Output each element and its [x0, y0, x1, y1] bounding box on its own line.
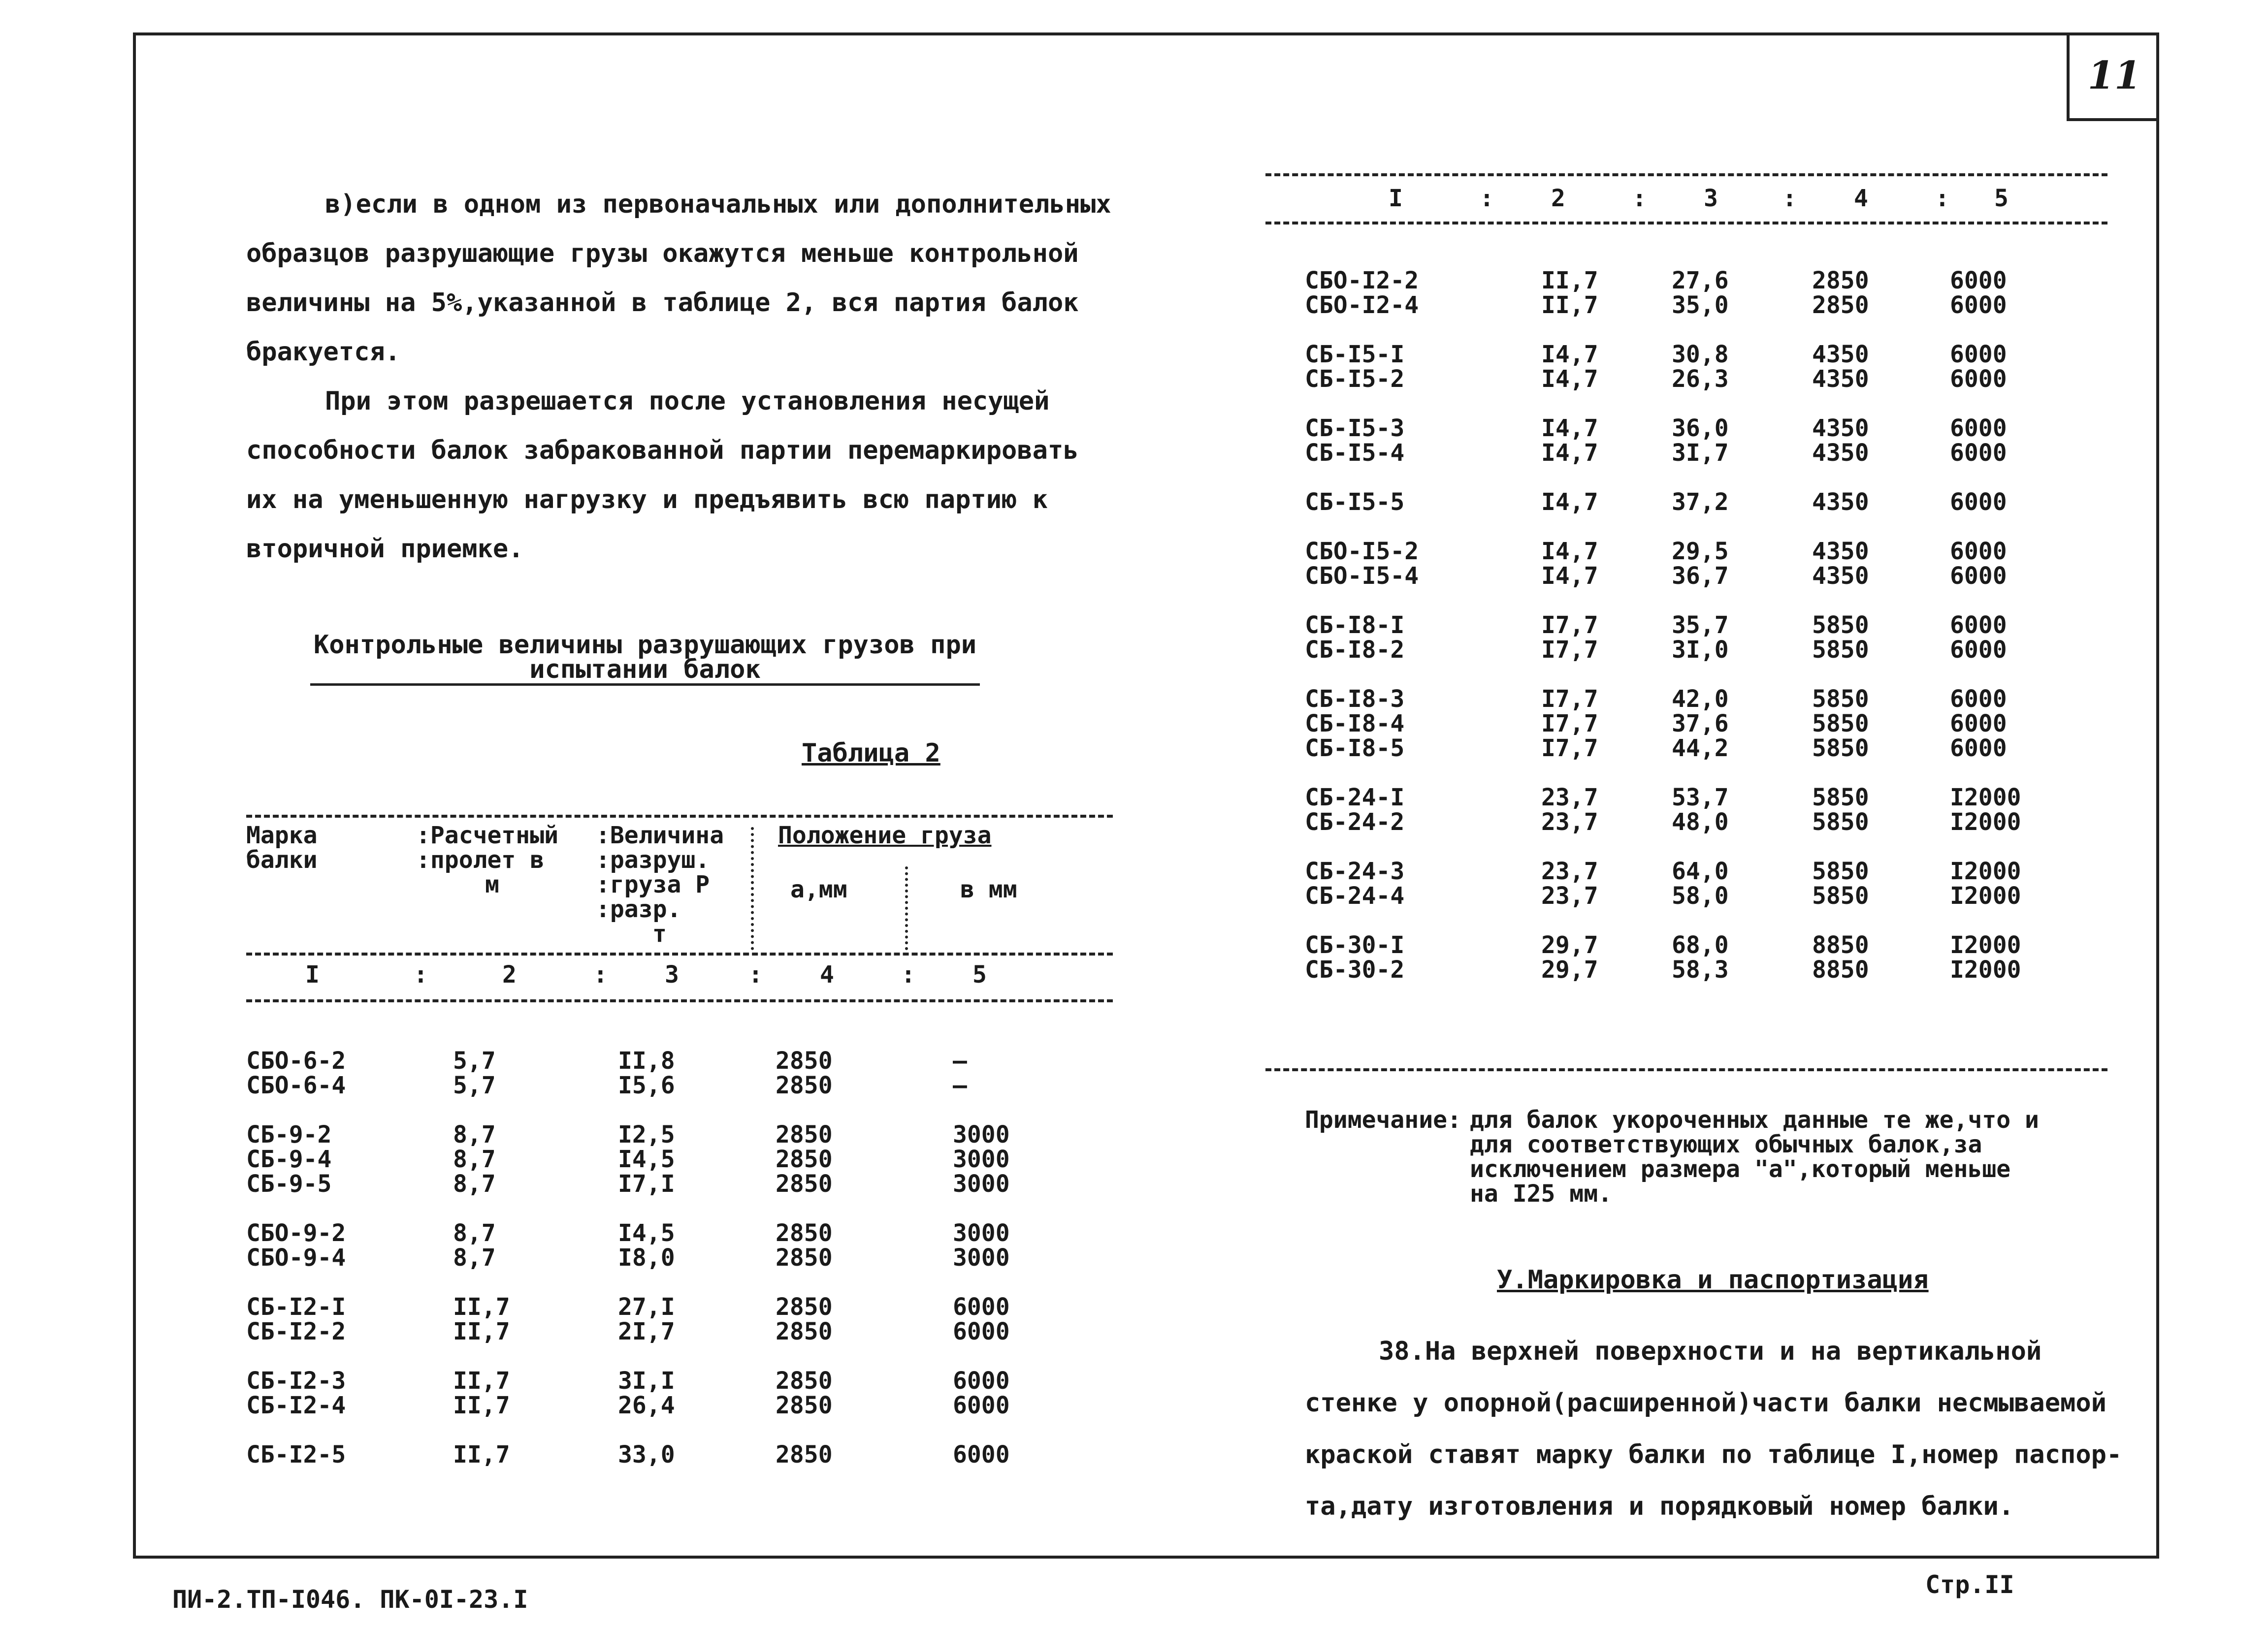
- right-table-cell: I7,7: [1541, 636, 1598, 664]
- header-col3-line1: :Величина: [596, 822, 724, 849]
- header-col3-line4: :разр.: [596, 895, 681, 923]
- table2-cell: II,8: [618, 1047, 675, 1075]
- table2-cell: 8,7: [453, 1170, 496, 1198]
- table2-cell: 8,7: [453, 1146, 496, 1173]
- right-table-cell: I2000: [1950, 931, 2021, 959]
- table2-cell: СБ-I2-3: [246, 1367, 346, 1395]
- table2-cell: II,7: [453, 1293, 510, 1321]
- table2-cell: СБ-9-4: [246, 1146, 332, 1173]
- paragraph-line: бракуется.: [246, 337, 401, 367]
- right-table-cell: СБ-I8-4: [1305, 710, 1405, 737]
- right-header-top-rule: [1265, 173, 2107, 176]
- right-table-cell: 8850: [1812, 931, 1869, 959]
- table2-cell: 6000: [953, 1293, 1010, 1321]
- table2-title-line2: испытании балок: [529, 655, 761, 684]
- table2-cell: СБ-I2-4: [246, 1392, 346, 1419]
- table2-cell: СБ-9-2: [246, 1121, 332, 1149]
- right-col-sep: :: [1935, 185, 1949, 212]
- right-table-cell: СБ-24-I: [1305, 784, 1405, 811]
- table2-cell: II,7: [453, 1318, 510, 1345]
- table2-cell: 2850: [776, 1219, 833, 1247]
- right-table-cell: 36,0: [1672, 415, 1729, 442]
- footer-left: ПИ-2.ТП-I046. ПК-0I-23.I: [172, 1585, 528, 1614]
- table2-cell: 3000: [953, 1146, 1010, 1173]
- table2-cell: 2850: [776, 1367, 833, 1395]
- table2-cell: II,7: [453, 1441, 510, 1468]
- right-col-number: 5: [1994, 185, 2009, 212]
- right-table-cell: I7,7: [1541, 685, 1598, 713]
- right-table-cell: II,7: [1541, 291, 1598, 319]
- right-table-cell: 68,0: [1672, 931, 1729, 959]
- right-table-cell: I4,7: [1541, 341, 1598, 368]
- table2-cell: СБО-6-4: [246, 1072, 346, 1099]
- table2-cell: –: [953, 1047, 967, 1075]
- right-table-cell: 4350: [1812, 415, 1869, 442]
- table2-cell: СБ-I2-5: [246, 1441, 346, 1468]
- right-table-cell: 42,0: [1672, 685, 1729, 713]
- right-table-cell: I4,7: [1541, 562, 1598, 590]
- right-table-cell: I2000: [1950, 882, 2021, 910]
- right-table-cell: 2850: [1812, 267, 1869, 294]
- header-col5: в мм: [960, 876, 1017, 903]
- right-table-cell: 64,0: [1672, 858, 1729, 885]
- right-table-cell: I7,7: [1541, 710, 1598, 737]
- note-line: для соответствующих обычных балок,за: [1470, 1131, 1982, 1158]
- right-table-cell: СБО-I2-2: [1305, 267, 1419, 294]
- right-table-cell: I4,7: [1541, 488, 1598, 516]
- section-title: У.Маркировка и паспортизация: [1497, 1265, 1929, 1295]
- right-table-cell: 4350: [1812, 488, 1869, 516]
- right-table-cell: 29,7: [1541, 931, 1598, 959]
- header-group: Положение груза: [778, 822, 992, 849]
- right-table-cell: 6000: [1950, 415, 2007, 442]
- right-table-cell: 6000: [1950, 685, 2007, 713]
- right-table-cell: СБ-30-2: [1305, 956, 1405, 984]
- table2-cell: 26,4: [618, 1392, 675, 1419]
- right-table-cell: 6000: [1950, 611, 2007, 639]
- note-label: Примечание:: [1305, 1106, 1461, 1134]
- header-bottom-rule: [246, 999, 1113, 1002]
- right-table-cell: I2000: [1950, 956, 2021, 984]
- right-table-cell: СБ-I5-5: [1305, 488, 1405, 516]
- right-table-cell: 4350: [1812, 341, 1869, 368]
- right-table-cell: СБ-I8-I: [1305, 611, 1405, 639]
- right-col-number: 2: [1551, 185, 1565, 212]
- right-table-cell: 6000: [1950, 439, 2007, 467]
- table2-cell: I5,6: [618, 1072, 675, 1099]
- right-table-cell: СБО-I2-4: [1305, 291, 1419, 319]
- right-table-cell: I2000: [1950, 784, 2021, 811]
- right-table-cell: 6000: [1950, 710, 2007, 737]
- right-col-sep: :: [1632, 185, 1647, 212]
- page-number: 11: [2087, 53, 2141, 98]
- table2-cell: 6000: [953, 1367, 1010, 1395]
- right-table-cell: 5850: [1812, 808, 1869, 836]
- header-vdivider: [905, 866, 908, 950]
- right-table-cell: 58,0: [1672, 882, 1729, 910]
- right-table-cell: 6000: [1950, 341, 2007, 368]
- right-table-cell: 4350: [1812, 562, 1869, 590]
- table2-cell: СБ-I2-2: [246, 1318, 346, 1345]
- right-table-cell: 23,7: [1541, 808, 1598, 836]
- right-col-sep: :: [1480, 185, 1494, 212]
- table2-cell: 27,I: [618, 1293, 675, 1321]
- table2-cell: 3000: [953, 1219, 1010, 1247]
- header-col3-line3: :груза Р: [596, 871, 710, 898]
- col-number: 3: [665, 961, 679, 989]
- note-line: исключением размера "а",который меньше: [1470, 1155, 2011, 1183]
- table2-cell: 2850: [776, 1441, 833, 1468]
- right-table-cell: СБ-I5-3: [1305, 415, 1405, 442]
- paragraph-line: величины на 5%,указанной в таблице 2, вся партия балок: [246, 288, 1079, 318]
- table2-cell: 3I,I: [618, 1367, 675, 1395]
- table2-cell: I8,0: [618, 1244, 675, 1272]
- paragraph-line: При этом разрешается после установления несущей: [325, 386, 1050, 416]
- table2-cell: 33,0: [618, 1441, 675, 1468]
- section-paragraph-line: 38.На верхней поверхности и на вертикальной: [1379, 1337, 2042, 1366]
- right-table-cell: СБ-I8-2: [1305, 636, 1405, 664]
- header-top-rule: [246, 815, 1113, 818]
- paragraph-line: их на уменьшенную нагрузку и предъявить всю партию к: [246, 485, 1048, 514]
- right-table-cell: 35,0: [1672, 291, 1729, 319]
- right-table-cell: I7,7: [1541, 734, 1598, 762]
- table2-label: Таблица 2: [802, 738, 940, 768]
- header-col2-line3: м: [485, 871, 499, 898]
- right-table-cell: СБ-I8-3: [1305, 685, 1405, 713]
- right-table-cell: 2850: [1812, 291, 1869, 319]
- right-table-cell: 29,7: [1541, 956, 1598, 984]
- table2-cell: 6000: [953, 1441, 1010, 1468]
- right-col-sep: :: [1782, 185, 1797, 212]
- right-table-cell: 27,6: [1672, 267, 1729, 294]
- section-paragraph-line: стенке у опорной(расширенной)части балки несмываемой: [1305, 1388, 2106, 1418]
- col-sep: :: [414, 961, 428, 989]
- right-table-cell: СБ-24-2: [1305, 808, 1405, 836]
- table2-cell: СБО-9-4: [246, 1244, 346, 1272]
- table2-cell: 5,7: [453, 1072, 496, 1099]
- right-table-cell: СБ-I5-2: [1305, 365, 1405, 393]
- table2-cell: 2850: [776, 1293, 833, 1321]
- right-table-cell: СБ-24-3: [1305, 858, 1405, 885]
- table2-cell: –: [953, 1072, 967, 1099]
- paragraph-line: вторичной приемке.: [246, 534, 524, 564]
- header-col4: а,мм: [790, 876, 847, 903]
- table2-cell: 5,7: [453, 1047, 496, 1075]
- right-table-cell: СБО-I5-4: [1305, 562, 1419, 590]
- col-number: 2: [502, 961, 517, 989]
- right-table-cell: I7,7: [1541, 611, 1598, 639]
- right-table-cell: 3I,0: [1672, 636, 1729, 664]
- header-col2-line2: :пролет в: [416, 846, 545, 874]
- right-table-cell: 4350: [1812, 365, 1869, 393]
- col-number: 4: [820, 961, 834, 989]
- right-table-cell: I4,7: [1541, 365, 1598, 393]
- header-col3-line2: :разруш.: [596, 846, 710, 874]
- col-number: 5: [972, 961, 987, 989]
- header-col2-line1: :Расчетный: [416, 822, 558, 849]
- table2-cell: СБ-I2-I: [246, 1293, 346, 1321]
- right-table-cell: 4350: [1812, 439, 1869, 467]
- right-table-cell: 6000: [1950, 267, 2007, 294]
- right-table-cell: СБО-I5-2: [1305, 538, 1419, 565]
- table2-cell: 2850: [776, 1318, 833, 1345]
- right-table-cell: 29,5: [1672, 538, 1729, 565]
- table2-cell: I7,I: [618, 1170, 675, 1198]
- right-table-cell: II,7: [1541, 267, 1598, 294]
- right-table-cell: СБ-I8-5: [1305, 734, 1405, 762]
- table2-cell: 8,7: [453, 1219, 496, 1247]
- right-table-cell: СБ-30-I: [1305, 931, 1405, 959]
- right-table-cell: 48,0: [1672, 808, 1729, 836]
- section-paragraph-line: та,дату изготовления и порядковый номер балки.: [1305, 1492, 2014, 1521]
- right-col-number: 4: [1854, 185, 1868, 212]
- table2-cell: 2850: [776, 1392, 833, 1419]
- table2-cell: 8,7: [453, 1244, 496, 1272]
- table2-cell: 8,7: [453, 1121, 496, 1149]
- col-sep: :: [593, 961, 608, 989]
- paragraph-line: образцов разрушающие грузы окажутся меньше контрольной: [246, 239, 1079, 268]
- right-table-cell: 44,2: [1672, 734, 1729, 762]
- right-table-cell: 26,3: [1672, 365, 1729, 393]
- right-table-cell: 37,2: [1672, 488, 1729, 516]
- table2-cell: 3000: [953, 1244, 1010, 1272]
- col-sep: :: [748, 961, 763, 989]
- right-table-cell: 8850: [1812, 956, 1869, 984]
- title-underline: [310, 683, 980, 686]
- page-number-box: [2067, 32, 2159, 121]
- right-table-cell: 6000: [1950, 291, 2007, 319]
- table2-cell: СБО-9-2: [246, 1219, 346, 1247]
- right-col-number: 3: [1704, 185, 1718, 212]
- right-table-cell: 23,7: [1541, 882, 1598, 910]
- table2-cell: 6000: [953, 1392, 1010, 1419]
- table2-cell: 6000: [953, 1318, 1010, 1345]
- right-col-number: I: [1389, 185, 1403, 212]
- paragraph-line: способности балок забракованной партии перемаркировать: [246, 436, 1079, 465]
- section-paragraph-line: краской ставят марку балки по таблице I,номер паспор-: [1305, 1440, 2122, 1469]
- table2-cell: II,7: [453, 1367, 510, 1395]
- note-line: для балок укороченных данные те же,что и: [1470, 1106, 2039, 1134]
- right-table-cell: 5850: [1812, 685, 1869, 713]
- right-table-cell: I2000: [1950, 858, 2021, 885]
- right-table-cell: СБ-I5-I: [1305, 341, 1405, 368]
- right-table-bottom-rule: [1265, 1068, 2107, 1071]
- right-table-cell: 53,7: [1672, 784, 1729, 811]
- header-col3-line5: т: [652, 920, 667, 948]
- right-table-cell: I4,7: [1541, 415, 1598, 442]
- right-table-cell: 5850: [1812, 734, 1869, 762]
- right-table-cell: 5850: [1812, 636, 1869, 664]
- right-table-cell: 30,8: [1672, 341, 1729, 368]
- table2-cell: 2850: [776, 1047, 833, 1075]
- right-table-cell: 4350: [1812, 538, 1869, 565]
- note-line: на I25 мм.: [1470, 1180, 1612, 1208]
- table2-cell: 2850: [776, 1072, 833, 1099]
- header-col1-line1: Марка: [246, 822, 318, 849]
- right-table-cell: 5850: [1812, 710, 1869, 737]
- right-table-cell: 23,7: [1541, 858, 1598, 885]
- table2-cell: I2,5: [618, 1121, 675, 1149]
- table2-cell: 2850: [776, 1170, 833, 1198]
- right-table-cell: I4,7: [1541, 439, 1598, 467]
- col-number: I: [305, 961, 320, 989]
- right-table-cell: 6000: [1950, 562, 2007, 590]
- table2-cell: 3000: [953, 1170, 1010, 1198]
- table2-cell: 2850: [776, 1244, 833, 1272]
- table2-cell: 2I,7: [618, 1318, 675, 1345]
- table2-title-line1: Контрольные величины разрушающих грузов при: [313, 630, 977, 660]
- table2-cell: СБ-9-5: [246, 1170, 332, 1198]
- paragraph-line: в)если в одном из первоначальных или дополнительных: [325, 190, 1111, 219]
- right-table-cell: 35,7: [1672, 611, 1729, 639]
- table2-cell: 2850: [776, 1146, 833, 1173]
- table2-cell: II,7: [453, 1392, 510, 1419]
- right-table-cell: 6000: [1950, 488, 2007, 516]
- right-table-cell: СБ-24-4: [1305, 882, 1405, 910]
- table2-cell: I4,5: [618, 1146, 675, 1173]
- table2-cell: СБО-6-2: [246, 1047, 346, 1075]
- right-table-cell: 5850: [1812, 858, 1869, 885]
- right-table-cell: 37,6: [1672, 710, 1729, 737]
- right-table-cell: 6000: [1950, 538, 2007, 565]
- right-table-cell: 23,7: [1541, 784, 1598, 811]
- right-table-cell: I4,7: [1541, 538, 1598, 565]
- right-table-cell: 5850: [1812, 784, 1869, 811]
- right-table-cell: 58,3: [1672, 956, 1729, 984]
- right-table-cell: 6000: [1950, 636, 2007, 664]
- right-table-cell: I2000: [1950, 808, 2021, 836]
- right-table-cell: 36,7: [1672, 562, 1729, 590]
- header-mid-rule: [246, 953, 1113, 956]
- right-table-cell: 3I,7: [1672, 439, 1729, 467]
- header-col1-line2: балки: [246, 846, 318, 874]
- footer-right: Стр.II: [1925, 1570, 2014, 1599]
- table2-cell: I4,5: [618, 1219, 675, 1247]
- right-table-cell: 6000: [1950, 734, 2007, 762]
- right-table-cell: 6000: [1950, 365, 2007, 393]
- header-vdivider: [751, 827, 754, 950]
- right-table-cell: 5850: [1812, 611, 1869, 639]
- col-sep: :: [901, 961, 915, 989]
- right-header-bottom-rule: [1265, 222, 2107, 224]
- table2-cell: 3000: [953, 1121, 1010, 1149]
- right-table-cell: СБ-I5-4: [1305, 439, 1405, 467]
- table2-cell: 2850: [776, 1121, 833, 1149]
- right-table-cell: 5850: [1812, 882, 1869, 910]
